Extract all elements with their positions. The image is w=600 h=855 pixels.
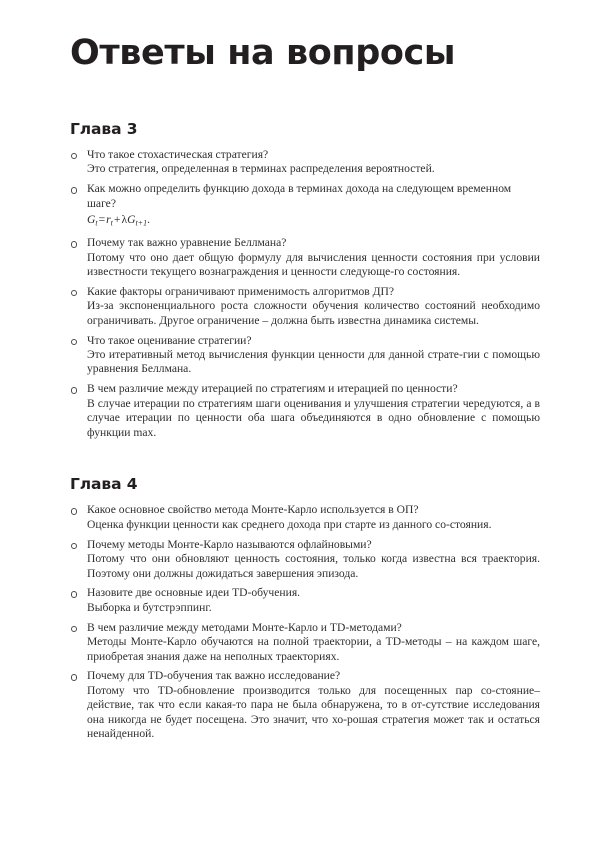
formula-period: . xyxy=(147,213,150,227)
qa-answer: Выборка и бутстрэппинг. xyxy=(87,600,212,614)
formula-lambda: λ xyxy=(121,213,128,227)
circle-bullet-icon xyxy=(71,241,77,247)
qa-answer: Потому что они обновляют ценность состояния, только когда известна вся траектория. Поэтому они должны дожидаться завершения эпизода. xyxy=(87,552,540,580)
qa-answer: Это стратегия, определенная в терминах распределения вероятностей. xyxy=(87,162,435,176)
formula-rhs1-sub: t xyxy=(110,218,113,228)
formula-rhs1-base: r xyxy=(106,213,111,227)
qa-question: Почему так важно уравнение Беллмана? xyxy=(87,236,287,250)
qa-question: Как можно определить функцию дохода в терминах дохода на следующем временном шаге? xyxy=(87,182,512,210)
chapter-section-4 xyxy=(70,445,540,741)
qa-answer: Потому что TD-обновление производится только для посещенных пар со-стояние–действие, так что если какая-то пара не была обнаружена, то в от-сутствие исследования она никогда не будет посещена. Это значит, что хо-рошая стратегия может так и остаться ненайденной. xyxy=(87,683,540,741)
circle-bullet-icon xyxy=(71,674,77,680)
qa-question: Почему методы Монте-Карло называются офлайновыми? xyxy=(87,537,372,551)
formula-rhs2-sub: t+1 xyxy=(135,218,148,228)
chapter-section-3 xyxy=(70,73,540,440)
qa-question: В чем различие между итерацией по стратегиям и итерацией по ценности? xyxy=(87,382,458,396)
qa-question: Почему для TD-обучения так важно исследование? xyxy=(87,669,341,683)
formula-rhs2-base: G xyxy=(127,213,136,227)
list-item xyxy=(70,503,540,532)
formula-lhs-base: G xyxy=(87,213,96,227)
list-item xyxy=(70,236,540,279)
qa-question: Что такое оценивание стратегии? xyxy=(87,333,252,347)
list-item xyxy=(70,148,540,177)
circle-bullet-icon xyxy=(71,508,77,514)
qa-list xyxy=(70,503,540,741)
qa-list xyxy=(70,148,540,440)
formula-expression xyxy=(87,212,540,231)
qa-question: Какое основное свойство метода Монте-Карло используется в ОП? xyxy=(87,503,419,517)
circle-bullet-icon xyxy=(71,591,77,597)
formula-plus: + xyxy=(113,213,121,227)
circle-bullet-icon xyxy=(71,387,77,393)
circle-bullet-icon xyxy=(71,626,77,632)
chapter-heading: Глава 3 xyxy=(70,120,138,138)
qa-question: Что такое стохастическая стратегия? xyxy=(87,148,269,161)
qa-answer: Методы Монте-Карло обучаются на полной траектории, а TD-методы – на каждом шаге, приобретая знания даже на неполных траекториях. xyxy=(87,635,540,663)
list-item xyxy=(70,586,540,615)
circle-bullet-icon xyxy=(71,187,77,193)
circle-bullet-icon xyxy=(71,339,77,345)
qa-answer: В случае итерации по стратегиям шаги оценивания и улучшения стратегии чередуются, а в случае итерации по ценности оба шага объединяются в одно обновление с помощью функции max. xyxy=(87,396,540,439)
list-item xyxy=(70,334,540,377)
list-item xyxy=(70,621,540,664)
chapter-heading: Глава 4 xyxy=(70,475,138,494)
formula-lhs-sub: t xyxy=(95,218,98,228)
circle-bullet-icon xyxy=(71,543,77,549)
qa-answer: Это итеративный метод вычисления функции ценности для данной страте-гии с помощью уравнения Беллмана. xyxy=(87,347,540,376)
qa-answer: Потому что оно дает общую формулу для вычисления ценности состояния при условии известности текущего вознаграждения и ценности следующе-го состояния. xyxy=(87,250,540,278)
qa-question: В чем различие между методами Монте-Карло и TD-методами? xyxy=(87,620,402,634)
qa-answer: Из-за экспоненциального роста сложности обучения количество состояний необходимо ограничивать. Другое ограничение – должна быть известна динамика системы. xyxy=(87,299,540,327)
list-item xyxy=(70,538,540,581)
formula-equals: = xyxy=(98,213,106,227)
circle-bullet-icon xyxy=(71,153,77,159)
page-title: Ответы на вопросы xyxy=(70,33,456,73)
list-item xyxy=(70,182,540,230)
circle-bullet-icon xyxy=(71,290,77,296)
qa-question: Какие факторы ограничивают применимость алгоритмов ДП? xyxy=(87,284,395,298)
list-item xyxy=(70,285,540,328)
list-item xyxy=(70,669,540,741)
list-item xyxy=(70,382,540,440)
qa-question: Назовите две основные идеи TD-обучения. xyxy=(87,586,301,600)
qa-answer: Оценка функции ценности как среднего дохода при старте из данного со-стояния. xyxy=(87,517,492,531)
